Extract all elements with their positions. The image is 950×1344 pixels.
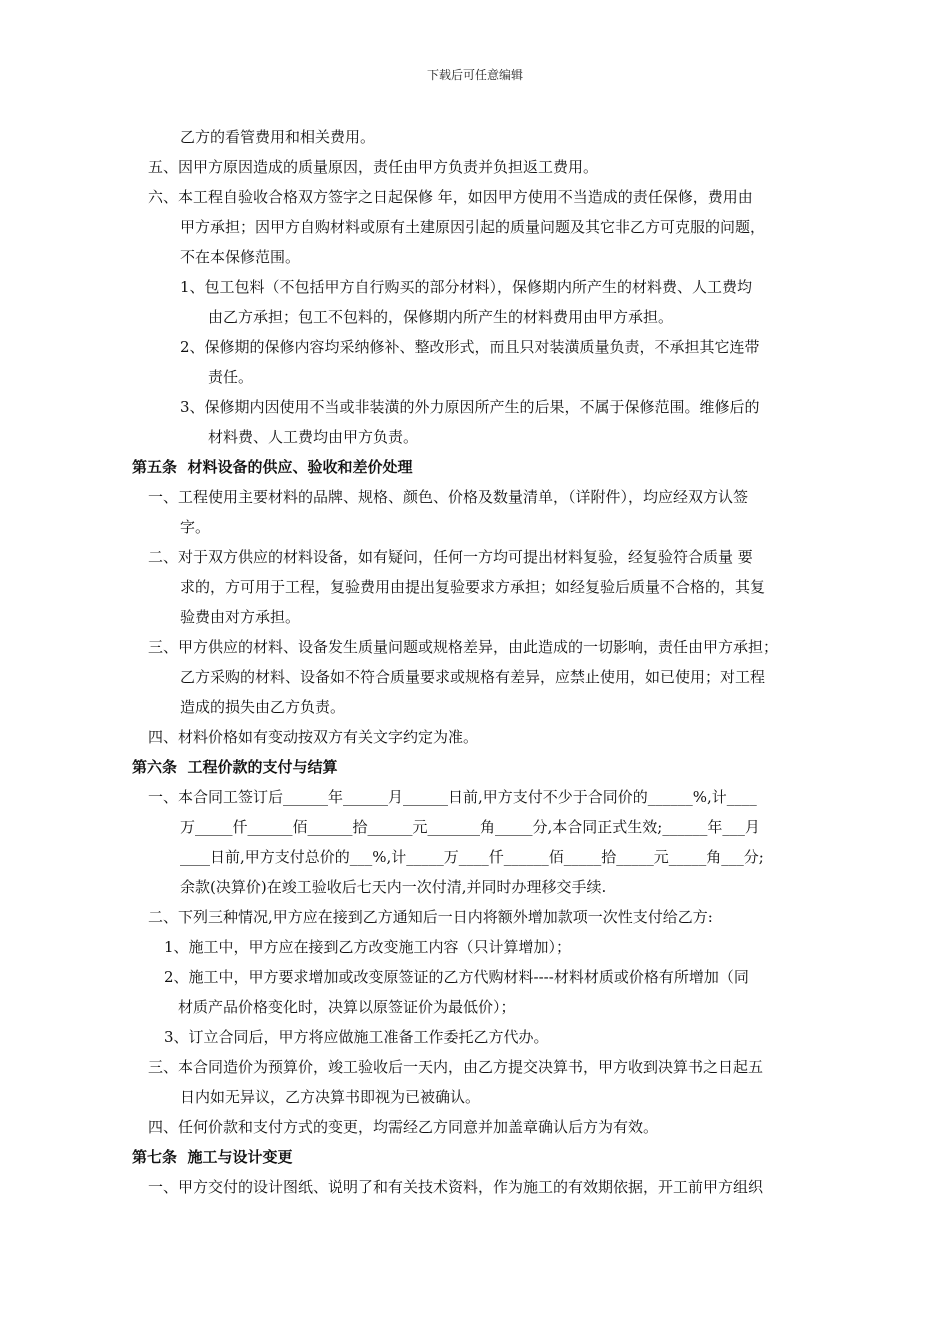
text-line: 3、保修期内因使用不当或非装潢的外力原因所产生的后果，不属于保修范围。维修后的 [180,398,760,416]
text-line: 验费由对方承担。 [180,608,301,626]
text-line: 材料费、人工费均由甲方负责。 [208,428,419,446]
text-line: 求的，方可用于工程，复验费用由提出复验要求方承担；如经复验后质量不合格的，其复 [180,578,766,596]
section-heading: 第五条 材料设备的供应、验收和差价处理 [132,458,413,476]
text-line: 一、本合同工签订后______年______月______日前,甲方支付不少于合同价的______%,计____ [148,788,757,806]
text-line: 造成的损失由乙方负责。 [180,698,346,716]
text-line: 乙方的看管费用和相关费用。 [180,128,376,146]
text-line: 三、本合同造价为预算价，竣工验收后一天内，由乙方提交决算书，甲方收到决算书之日起五 [148,1058,764,1076]
text-line: 材质产品价格变化时，决算以原签证价为最低价）； [178,998,516,1016]
text-line: 日内如无异议，乙方决算书即视为已被确认。 [180,1088,481,1106]
text-line: 乙方采购的材料、设备如不符合质量要求或规格有差异，应禁止使用，如已使用；对工程 [180,668,766,686]
text-line: 字。 [180,518,211,536]
text-line: 一、工程使用主要材料的品牌、规格、颜色、价格及数量清单，（详附件），均应经双方认签 [148,488,749,506]
text-line: 万_____仟______佰______拾______元_______角_____分,本合同正式生效;______年___月 [180,818,760,836]
text-line: 责任。 [208,368,254,386]
section-heading: 第六条 工程价款的支付与结算 [132,758,338,776]
text-line: 四、任何价款和支付方式的变更，均需经乙方同意并加盖章确认后方为有效。 [148,1118,659,1136]
text-line: 由乙方承担；包工不包料的，保修期内所产生的材料费用由甲方承担。 [208,308,674,326]
text-line: 2、保修期的保修内容均采纳修补、整改形式，而且只对装潢质量负责，不承担其它连带 [180,338,760,356]
page-header: 下载后可任意编辑 [426,68,523,82]
text-line: 甲方承担；因甲方自购材料或原有土建原因引起的质量问题及其它非乙方可克服的问题， [180,218,766,236]
text-line: 3、订立合同后，甲方将应做施工准备工作委托乙方代办。 [164,1028,549,1046]
text-line: ____日前,甲方支付总价的___%,计_____万____仟______佰_____拾_____元_____角___分; [180,848,764,866]
text-line: 五、因甲方原因造成的质量原因，责任由甲方负责并负担返工费用。 [148,158,599,176]
text-line: 二、对于双方供应的材料设备，如有疑问，任何一方均可提出材料复验，经复验符合质量 要 [148,548,753,566]
text-line: 一、甲方交付的设计图纸、说明了和有关技术资料，作为施工的有效期依据，开工前甲方组织 [148,1178,764,1196]
text-line: 四、材料价格如有变动按双方有关文字约定为准。 [148,728,479,746]
text-line: 不在本保修范围。 [180,248,301,266]
text-line: 1、包工包料（不包括甲方自行购买的部分材料），保修期内所产生的材料费、人工费均 [180,278,753,296]
text-line: 1、施工中，甲方应在接到乙方改变施工内容（只计算增加）； [164,938,572,956]
text-line: 2、施工中，甲方要求增加或改变原签证的乙方代购材料----材料材质或价格有所增加（同 [164,968,749,986]
text-line: 三、甲方供应的材料、设备发生质量问题或规格差异，由此造成的一切影响，责任由甲方承担； [148,638,779,656]
text-line: 六、本工程自验收合格双方签字之日起保修 年，如因甲方使用不当造成的责任保修，费用由 [148,188,753,206]
text-line: 余款(决算价)在竣工验收后七天内一次付清,并同时办理移交手续. [180,878,607,896]
section-heading: 第七条 施工与设计变更 [132,1148,293,1166]
text-line: 二、下列三种情况,甲方应在接到乙方通知后一日内将额外增加款项一次性支付给乙方: [148,908,713,926]
